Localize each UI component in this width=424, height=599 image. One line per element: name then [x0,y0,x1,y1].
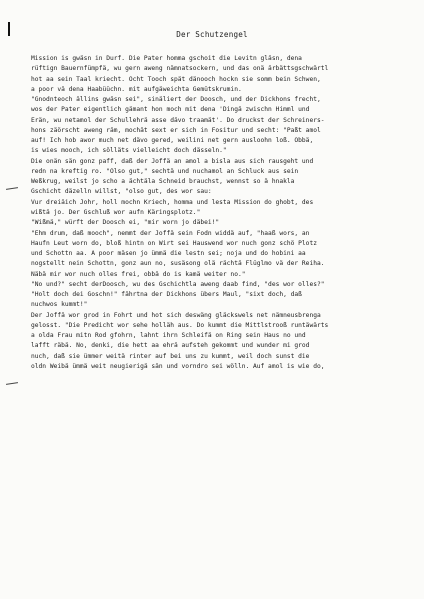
text-line: "Gnodnteoch ällins gwäsn sei", sinäliert der Doosch, und der Dickhons frecht, [31,96,321,104]
text-line: nuch, daß sie ümmer weitä rinter auf bei uns zu kummt, weil doch sunst die [31,352,310,360]
text-line: lafft räbä. No, denki, die hett aa ehrä aufsteh gekommt und wunder mi grod [31,342,310,350]
margin-tick [6,382,18,385]
text-line: "No und?" secht derDoosch, wu des Gschichtla aweng daab find, "des wor olles?" [31,280,325,288]
text-line: a poor vä dena Haabüüchn. mit aufgäweichta Gemütskrumin. [31,85,242,93]
body-text [31,54,419,372]
text-line: hons zäörscht aweng räm, mochät sext er sich in Fositur und secht: "Paßt amol [31,126,321,134]
text-line: oldn Weibä ümmä weit neugierigä sän und vorndro sei wölln. Auf amol is wie do, [31,362,325,370]
text-line: wos der Pater eigentlich gämant hon moch mit dena 'Dingä zwischn Himml und [31,106,310,114]
text-line: Die onän sän gonz paff, daß der Joffä an amol a bisla aus sich rausgeht und [31,157,314,165]
text-line: is wies mooch, ich sölläts vielleicht doch dässeln." [31,147,227,155]
text-line: Mission is gwäsn in Durf. Die Pater homma gschoit die Levitn gläsn, dena [31,55,302,62]
text-line: wißtä jo. Der Gschluß wor aufn Käringsplotz." [31,208,201,216]
text-line: "Ehm drum, daß mooch", nemmt der Joffä sein Fodn widdä auf, "haaß wors, an [31,229,310,237]
text-line: Der Joffä wor grod in Fohrt und hot sich deswäng gläckswels net nämneusbrenga [31,311,321,319]
text-line: Weßkrug, weilst jo scho a ächtäla Schneid brauchst, wennst so ä hnakla [31,178,295,186]
text-line: und Schottn aa. A poor mäsen jo ümmä die lestn sei; noja und do hobini aa [31,250,306,258]
text-line: "Wißmä," würft der Doosch ei, "mir worn jo däbei!" [31,219,220,227]
text-line: "Holt doch dei Goschn!" fährtna der Dickhons übers Maul, "sixt doch, daß [31,291,302,299]
text-line: Näbä mir wor nuch olles frei, obbä do is kamä weiter no." [31,270,246,278]
text-line: gelosst. "Die Predicht wor sehe holläh aus. Do kummt die Mittlstrooß runtäwärts [31,321,329,329]
text-line: Haufn Leut worn do, bloß hintn on Wirt sei Hauswend wor nuch gonz schö Plotz [31,239,317,247]
text-line: nuchwos kummt!" [31,301,88,309]
text-line: Erän, wu netamol der Schullehrä asse dävo traamät'. Do druckst der Schreiners- [31,116,325,124]
text-line: a olda Frau mitn Rod gfohrn, lahnt ihrn Schleifä on Ring sein Haus no und [31,332,306,340]
text-line: Gschicht däzelln willst, "olso gut, des wor sau: [31,188,212,196]
margin-tick [6,187,18,190]
text-line: Vur dreiäich Johr, holl mochn Kriech, homma und lesta Mission do ghobt, des [31,198,314,206]
text-line: redn na kreftig ro. "Olso gut," sechtä und nuchamol an Schluck aus sein [31,167,299,175]
text-line: rüftign Bauernfümpfä, wu gern aweng nämnatsockern, und das onä ärbättsgschwärtl [31,65,329,73]
text-line: auf! Ich hob awor much net dävo gered, weilini net gern ausloohn loß. Obbä, [31,137,314,145]
text-line: hot aa sein Taal kriecht. Ocht Tooch spät dänooch hockn sie somm bein Schwen, [31,75,321,83]
page-title: Der Schutzengel [176,30,248,39]
text-line: nogstellt nein Schottn, gonz aun no, susäsong olä rächtä Flüglmo vä der Reiha. [31,260,325,268]
